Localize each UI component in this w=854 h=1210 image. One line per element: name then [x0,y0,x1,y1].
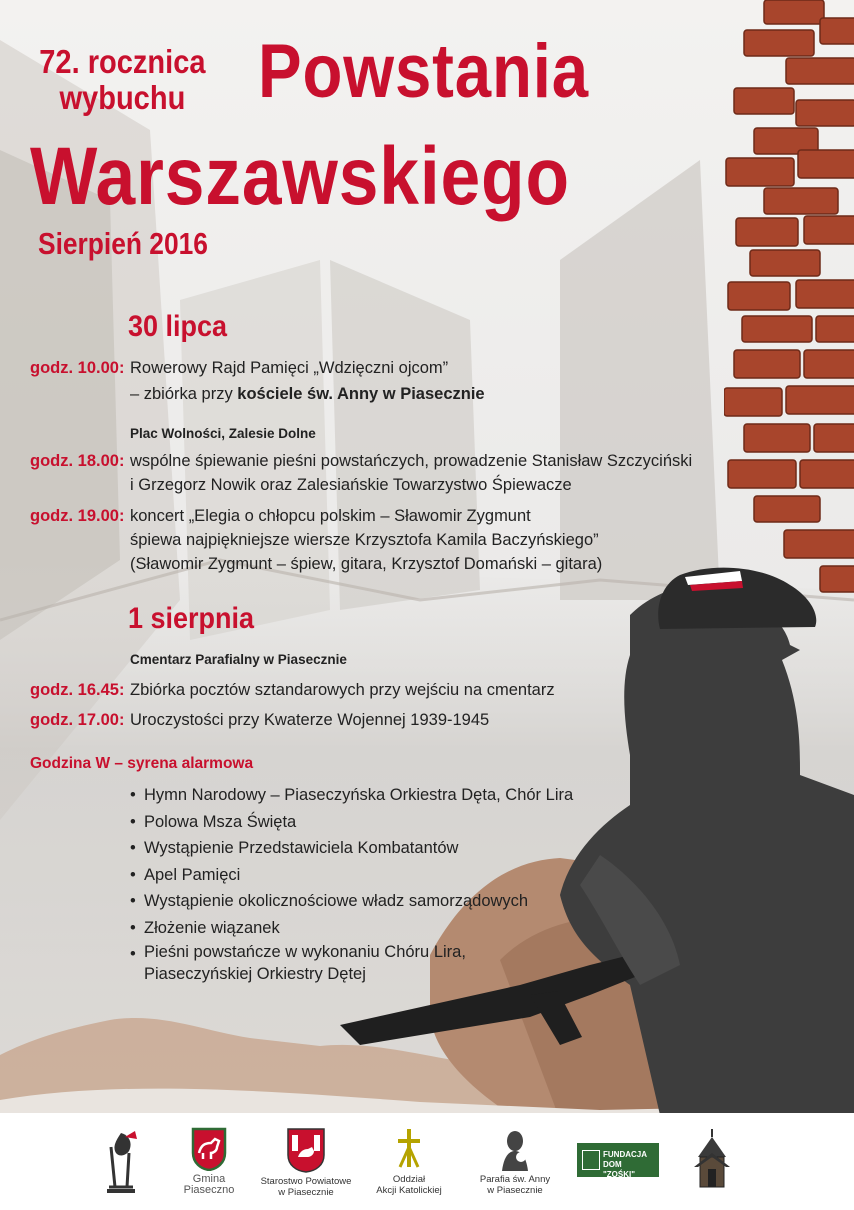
logo-akcja-katolicka [364,1127,454,1196]
event-row [30,505,531,527]
event-text: koncert „Elegia o chłopcu polskim – Sławomir Zygmunt [130,507,531,525]
akcja-katolicka-cross-icon [394,1127,424,1171]
logo-caption: Akcji Katolickiej [376,1185,442,1196]
event-time: godz. 17.00: [30,711,125,729]
event-row [30,357,449,379]
logo-starostwo [256,1127,356,1198]
list-item: • Polowa Msza Święta [130,809,573,836]
logo-chapel [690,1127,734,1196]
hour-w-list [130,782,573,985]
event-time: godz. 18.00: [30,452,125,470]
list-item-line: • Pieśni powstańcze w wykonaniu Chóru Lira, [144,943,466,961]
logo-caption: FUNDACJA [603,1150,647,1159]
anniversary-line1: 72. rocznica [39,43,206,80]
event-time: godz. 16.45: [30,681,125,699]
event-time: godz. 10.00: [30,359,125,377]
logo-parafia [470,1127,560,1196]
sponsor-footer [0,1113,854,1210]
logo-gmina [178,1127,240,1196]
title-line2: Warszawskiego [30,131,570,222]
event-continuation: (Sławomir Zygmunt – śpiew, gitara, Krzysztof Domański – gitara) [130,555,603,573]
event-continuation: i Grzegorz Nowik oraz Zalesiańskie Towarzystwo Śpiewacze [130,476,572,494]
list-item: • Hymn Narodowy – Piaseczyńska Orkiestra Dęta, Chór Lira [130,782,573,809]
logo-caption: Starostwo Powiatowe [260,1176,352,1187]
date-heading: Sierpień 2016 [38,226,208,261]
title-line1: Powstania [258,29,590,114]
hour-w-heading: Godzina W – syrena alarmowa [30,755,254,772]
event-row [30,709,490,731]
event-continuation: śpiewa najpiękniejsze wiersze Krzysztofa Kamila Baczyńskiego” [130,531,599,549]
list-item-line: Piaseczyńskiej Orkiestry Dętej [144,965,366,983]
event-continuation [130,383,485,405]
anniversary-line2: wybuchu [59,79,186,116]
event-location: kościele św. Anny w Piasecznie [237,385,485,403]
logo-scouts [96,1127,146,1200]
logo-caption: DOM "ZOŚKI" [603,1160,636,1179]
list-item [130,941,573,985]
logo-caption: Parafia św. Anny [479,1174,551,1185]
logo-caption: Oddział [392,1174,426,1185]
event-text: Rowerowy Rajd Pamięci „Wdzięczni ojcom” [130,359,449,377]
event-time: godz. 19.00: [30,507,125,525]
logo-caption: Piaseczno [183,1184,235,1196]
anniversary-heading [30,44,215,116]
day1-heading: 30 lipca [128,310,228,343]
list-item: • Apel Pamięci [130,862,573,889]
logo-fundacja-dom-zoski [577,1143,659,1177]
event-text: wspólne śpiewanie pieśni powstańczych, prowadzenie Stanisław Szczyciński [130,452,693,470]
event-text: Uroczystości przy Kwaterze Wojennej 1939-1945 [130,711,490,729]
logo-caption: w Piasecznie [487,1185,543,1196]
scout-emblem-icon [99,1127,143,1197]
foundation-house-icon [582,1150,600,1170]
event-row [30,450,693,472]
wooden-chapel-icon [692,1127,732,1193]
event-text: Zbiórka pocztów sztandarowych przy wejściu na cmentarz [130,681,555,699]
list-item: • Wystąpienie Przedstawiciela Kombatantów [130,835,573,862]
saint-anne-icon [498,1127,532,1171]
list-item: • Wystąpienie okolicznościowe władz samorządowych [130,888,573,915]
day2-heading: 1 sierpnia [128,602,255,635]
venue-label: Cmentarz Parafialny w Piasecznie [130,652,347,667]
logo-caption: w Piasecznie [278,1187,334,1198]
logo-caption: Gmina [192,1173,226,1185]
event-row [30,679,555,701]
list-item: • Złożenie wiązanek [130,915,573,942]
brick-wall [724,0,854,600]
event-text-part: – zbiórka przy [130,385,238,403]
gmina-coat-of-arms-icon [191,1127,227,1171]
venue-label: Plac Wolności, Zalesie Dolne [130,426,316,441]
starostwo-coat-of-arms-icon [286,1127,326,1173]
